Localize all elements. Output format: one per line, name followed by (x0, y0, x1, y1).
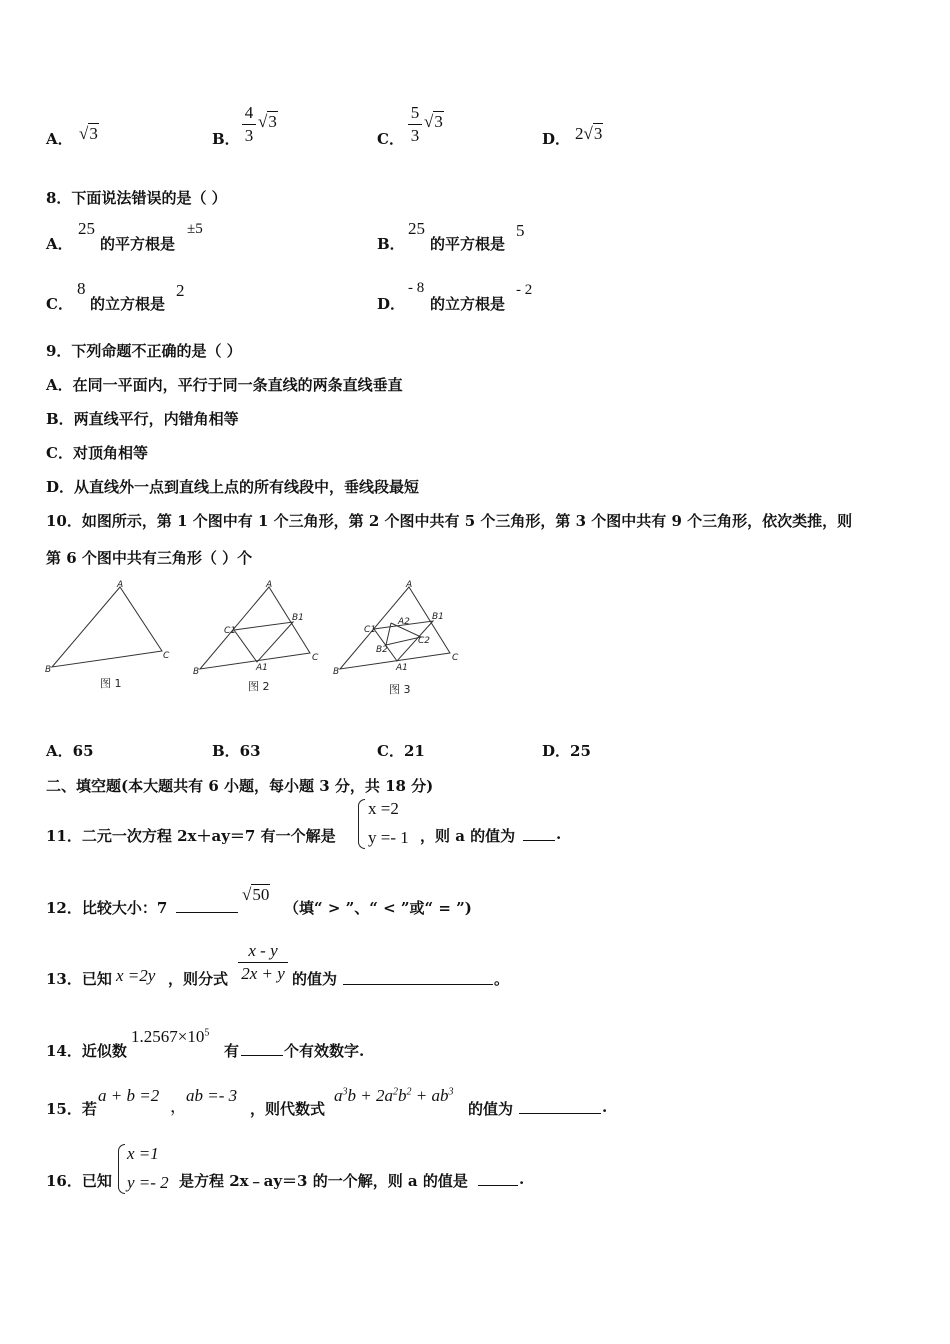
q11-eq1: x =2 (368, 799, 399, 818)
q15-answer-blank[interactable] (519, 1113, 601, 1114)
fig3-label-c1: C1 (364, 625, 377, 635)
q8-option-a-value: ±5 (187, 221, 203, 237)
q16-end: . (519, 1170, 525, 1188)
q14-number: $1.2567\times 10^5$ (131, 1027, 210, 1046)
q13-end: 。 (494, 970, 510, 988)
fig2-label-a1: A1 (256, 663, 268, 673)
q14-text-pre: 14．近似数 (46, 1042, 127, 1060)
q10-stem-line2: 第 6 个图中共有三角形（ ）个 (46, 549, 253, 567)
fig2-label-c: C (312, 653, 319, 663)
fig3-caption: 图 3 (389, 683, 411, 696)
fig1-label-b: B (45, 665, 52, 675)
q11-answer-blank[interactable] (523, 840, 555, 841)
q15-text-mid: ，则代数式 (250, 1100, 326, 1118)
fig1-triangle (52, 587, 162, 667)
q9-stem: 9．下列命题不正确的是（ ） (46, 342, 242, 360)
q7-option-b-root: √3 (258, 112, 277, 131)
q13-text-post: 的值为 (292, 970, 338, 988)
fig3-label-c: C (452, 653, 459, 663)
section2-heading: 二、填空题(本大题共有 6 小题，每小题 3 分，共 18 分) (46, 777, 434, 795)
q9-option-d: D．从直线外一点到直线上点的所有线段中，垂线段最短 (46, 478, 420, 496)
fig2-caption: 图 2 (248, 680, 270, 693)
q10-figures (40, 575, 480, 705)
fig1-label-c: C (163, 651, 170, 661)
q8-option-d-value: - 2 (516, 282, 533, 298)
fig3-label-b1: B1 (432, 612, 444, 622)
q10-option-b: B．63 (212, 742, 261, 760)
q11-text-post: ，则 a 的值为 (420, 827, 516, 845)
fig3-label-a: A (406, 580, 413, 590)
q9-option-b: B．两直线平行，内错角相等 (46, 410, 239, 428)
fig1-label-a: A (117, 580, 124, 590)
q8-option-b-label: B． (377, 235, 405, 253)
q9-option-c: C．对顶角相等 (46, 444, 148, 462)
q15-condition-2: ab =- 3 (186, 1086, 238, 1105)
q11-brace (358, 799, 365, 849)
q16-eq1: x =1 (127, 1144, 159, 1163)
q10-option-d: D．25 (542, 742, 591, 760)
q7-option-a-value: √3 (79, 124, 98, 143)
q8-option-a-number: 25 (78, 219, 95, 238)
fig2-label-c1: C1 (224, 626, 237, 636)
q8-option-a-label: A． (46, 235, 73, 253)
fig2-label-b1: B1 (292, 613, 304, 623)
q10-stem-line1: 10．如图所示，第 1 个图中有 1 个三角形，第 2 个图中共有 5 个三角形，第 3 个图中共有 9 个三角形，依次类推，则 (46, 512, 853, 530)
q16-eq2: y =- 2 (127, 1173, 169, 1192)
fig3-label-a1: A1 (396, 663, 408, 673)
q8-option-b-value: 5 (516, 221, 525, 240)
q8-option-a-text: 的平方根是 (100, 235, 176, 253)
q7-option-b-fraction: 4 3 (242, 103, 256, 146)
q8-option-d-label: D． (377, 295, 406, 313)
q8-stem: 8．下面说法错误的是（ ） (46, 189, 227, 207)
fig2-label-b: B (193, 667, 200, 677)
fig3-label-a2: A2 (398, 617, 410, 627)
q7-option-c-root: √3 (424, 112, 443, 131)
q8-option-c-value: 2 (176, 281, 185, 300)
q7-option-d-value: 2√3 (575, 124, 603, 143)
fig3-label-b2: B2 (376, 645, 388, 655)
q12-text-post: （填“ > ”、“ < ”或“ = ”) (284, 899, 472, 917)
q8-option-d-text: 的立方根是 (430, 295, 506, 313)
q16-answer-blank[interactable] (478, 1185, 518, 1186)
q15-text-pre: 15．若 (46, 1100, 97, 1118)
fig1-caption: 图 1 (100, 677, 122, 690)
fig3-label-c2: C2 (418, 636, 431, 646)
q16-text-pre: 16．已知 (46, 1172, 112, 1190)
q12-answer-blank[interactable] (176, 912, 238, 913)
q14-answer-blank[interactable] (241, 1055, 283, 1056)
q13-answer-blank[interactable] (343, 984, 493, 985)
q11-eq2: y =- 1 (368, 828, 409, 847)
q13-condition: x =2y (116, 966, 156, 985)
q12-root: √50 (242, 885, 270, 904)
q7-option-d-label: D． (542, 130, 571, 148)
fig2-triangle (200, 587, 310, 669)
fig2-label-a: A (266, 580, 273, 590)
q15-text-post: 的值为 (468, 1100, 514, 1118)
q7-option-c-label: C． (377, 130, 404, 148)
q10-option-c: C．21 (377, 742, 425, 760)
q8-option-b-text: 的平方根是 (430, 235, 506, 253)
q13-text-mid: ，则分式 (168, 970, 229, 988)
q8-option-d-number: - 8 (408, 280, 425, 296)
q7-option-a-label: A． (46, 130, 73, 148)
q12-text-pre: 12．比较大小：7 (46, 899, 168, 917)
fig3-triangle (340, 587, 450, 669)
q14-text-post: 个有效数字. (284, 1042, 365, 1060)
q10-option-a: A．65 (46, 742, 94, 760)
q11-end: . (556, 825, 562, 843)
q13-text-pre: 13．已知 (46, 970, 112, 988)
q8-option-c-label: C． (46, 295, 73, 313)
q8-option-c-text: 的立方根是 (90, 295, 166, 313)
q7-option-b-label: B． (212, 130, 240, 148)
q13-fraction: x - y 2x + y (238, 941, 288, 984)
q11-text-pre: 11．二元一次方程 2x＋ay＝7 有一个解是 (46, 827, 336, 845)
q15-end: . (602, 1098, 608, 1116)
fig3-label-b: B (333, 667, 340, 677)
q9-option-a: A．在同一平面内，平行于同一条直线的两条直线垂直 (46, 376, 403, 394)
q14-text-mid: 有 (224, 1042, 240, 1060)
q7-option-c-fraction: 5 3 (408, 103, 422, 146)
q15-expression: $a^3b + 2a^2b^2 + ab^3$ (334, 1086, 454, 1105)
q16-brace (118, 1144, 125, 1194)
fig2-inner-triangle (234, 622, 293, 662)
q15-condition-1: a + b =2 (98, 1086, 160, 1105)
q8-option-b-number: 25 (408, 219, 425, 238)
q8-option-c-number: 8 (77, 279, 86, 298)
q16-text-post: 是方程 2x﹣ay＝3 的一个解，则 a 的值是 (179, 1172, 468, 1190)
q15-comma: ， (170, 1097, 187, 1116)
